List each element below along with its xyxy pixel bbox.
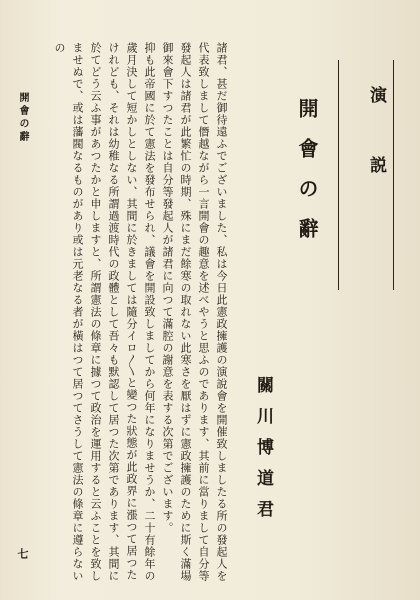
running-header: 開會の辭 [17,92,28,144]
speech-title: 開會の辭 [295,98,319,258]
paragraph: 抑も此帝國に於て憲法を發布せられ、議會を開設致しましてから何年になりませうか、二十有餘年の歲月決して短かしとしない、其間に於きましては隨分イロ〳〵と變つた狀態が此政界に漲つて居つたけれども、それは幼稚なる所謂過渡時代の政體として吾々も默認して居つた次第であります、其間に於てどう云ふ事があつたかと申しますと、所謂憲法の條章に據つて政治を運用すると云ふことを致しませぬで、或は藩閥なるものがあり或は元老なる者が橫はつて居つてさうして憲法の條章に遵らないの [53,42,156,582]
page-number: 七 [16,548,29,559]
section-heading-box [338,60,394,290]
paragraph: 諸君、甚だ御待遠ふでございました、私は今日此憲政擁護の演說會を開催致しましたる所の發起人を代表致しまして僭越ながら一言開會の趣意を述べやうと思ふのであります、其前に當りまして自分等發起人は諸君が此繁忙の時期、殊にまだ餘寒の取れない此寒さを厭はずに憲政擁護のために斯く滿場御來會下すつたことは自分等發起人が諸君に向つて滿腔の謝意を表する次第でございます。 [161,42,228,582]
speech-body [34,42,230,582]
section-title: 演 説 [366,86,386,191]
speaker-name: 關川博道君 [253,376,273,531]
